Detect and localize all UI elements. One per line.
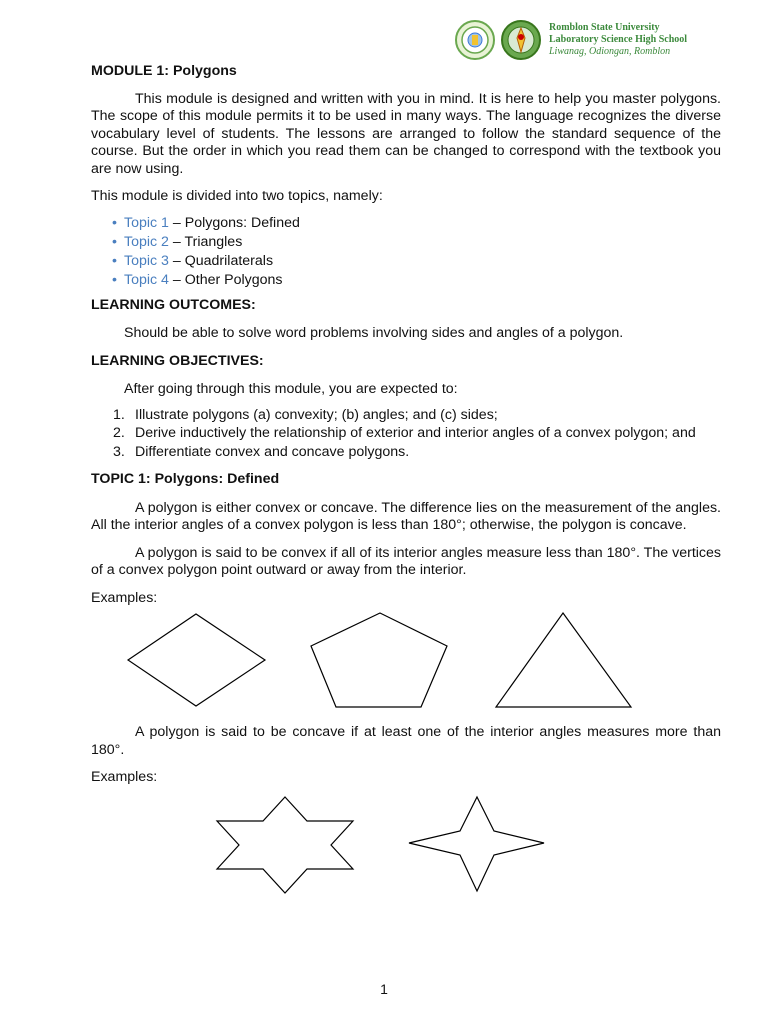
- university-name: Romblon State University: [549, 22, 660, 33]
- topics-intro: This module is divided into two topics, namely:: [91, 188, 383, 204]
- topic-link-3[interactable]: Topic 3: [124, 253, 169, 270]
- bullet-icon: •: [112, 233, 117, 250]
- bullet-icon: •: [112, 253, 117, 270]
- topic1-paragraph-3: A polygon is said to be concave if at least one of the interior angles measures more than 180°.: [91, 724, 721, 758]
- list-item: [112, 253, 721, 272]
- list-item: [91, 425, 721, 443]
- concave-examples: [91, 787, 721, 897]
- university-seal-icon: [455, 20, 495, 60]
- topic-title: – Other Polygons: [168, 272, 283, 289]
- list-item: [112, 234, 721, 253]
- list-item: [91, 444, 721, 462]
- list-item: [91, 407, 721, 425]
- rhombus-shape: [128, 614, 265, 706]
- intro-paragraph: This module is designed and written with you in mind. It is here to help you master polygons. The scope of this module permits it to be used in many ways. The language recognizes the diverse vocabulary level of students. The lessons are arranged to follow the standard sequence of the course. But the order in which you read them can be changed to correspond with the textbook you are now using.: [91, 90, 721, 177]
- examples-label-concave: Examples:: [91, 769, 158, 786]
- objective-text: Derive inductively the relationship of exterior and interior angles of a convex polygon; and: [135, 425, 696, 442]
- topic1-paragraph-1: A polygon is either convex or concave. The difference lies on the measurement of the angles. All the interior angles of a convex polygon is less than 180°; otherwise, the polygon is concave.: [91, 499, 721, 534]
- bullet-icon: •: [112, 272, 117, 289]
- triangle-shape: [496, 613, 631, 707]
- school-location: Liwanag, Odiongan, Romblon: [549, 46, 671, 57]
- convex-examples: [91, 609, 721, 717]
- topic1-paragraph-2: A polygon is said to be convex if all of its interior angles measure less than 180°. The vertices of a convex polygon point outward or away from the interior.: [91, 544, 721, 579]
- list-number: 2.: [113, 425, 125, 442]
- four-point-star-shape: [409, 797, 544, 891]
- school-name: Laboratory Science High School: [549, 34, 688, 45]
- topic1-heading: TOPIC 1: Polygons: Defined: [91, 471, 280, 488]
- objective-text: Illustrate polygons (a) convexity; (b) angles; and (c) sides;: [135, 406, 498, 423]
- topic-title: – Triangles: [168, 233, 243, 250]
- list-number: 1.: [113, 406, 125, 423]
- topic-title: – Quadrilaterals: [168, 253, 274, 270]
- topic-link-1[interactable]: Topic 1: [124, 214, 169, 231]
- topics-list: [91, 215, 721, 292]
- list-item: [112, 215, 721, 234]
- learning-outcomes-heading: LEARNING OUTCOMES:: [91, 296, 256, 313]
- learning-objectives-heading: LEARNING OBJECTIVES:: [91, 352, 264, 369]
- topic-title: – Polygons: Defined: [168, 214, 300, 231]
- school-seal-icon: [501, 20, 541, 60]
- objectives-list: [91, 407, 721, 462]
- header-text: [549, 22, 687, 58]
- learning-objectives-intro: After going through this module, you are expected to:: [124, 381, 458, 398]
- module-title: MODULE 1: Polygons: [91, 63, 237, 79]
- objective-text: Differentiate convex and concave polygons.: [135, 443, 410, 460]
- topic-link-2[interactable]: Topic 2: [124, 233, 169, 250]
- six-point-star-shape: [217, 797, 353, 893]
- list-item: [112, 272, 721, 291]
- examples-label-convex: Examples:: [91, 589, 158, 606]
- learning-outcomes-text: Should be able to solve word problems involving sides and angles of a polygon.: [124, 325, 624, 342]
- header: [455, 20, 687, 60]
- pentagon-shape: [311, 613, 447, 707]
- topic-link-4[interactable]: Topic 4: [124, 272, 169, 289]
- page-number: 1: [380, 981, 388, 997]
- bullet-icon: •: [112, 214, 117, 231]
- document-body: [91, 63, 721, 897]
- list-number: 3.: [113, 443, 125, 460]
